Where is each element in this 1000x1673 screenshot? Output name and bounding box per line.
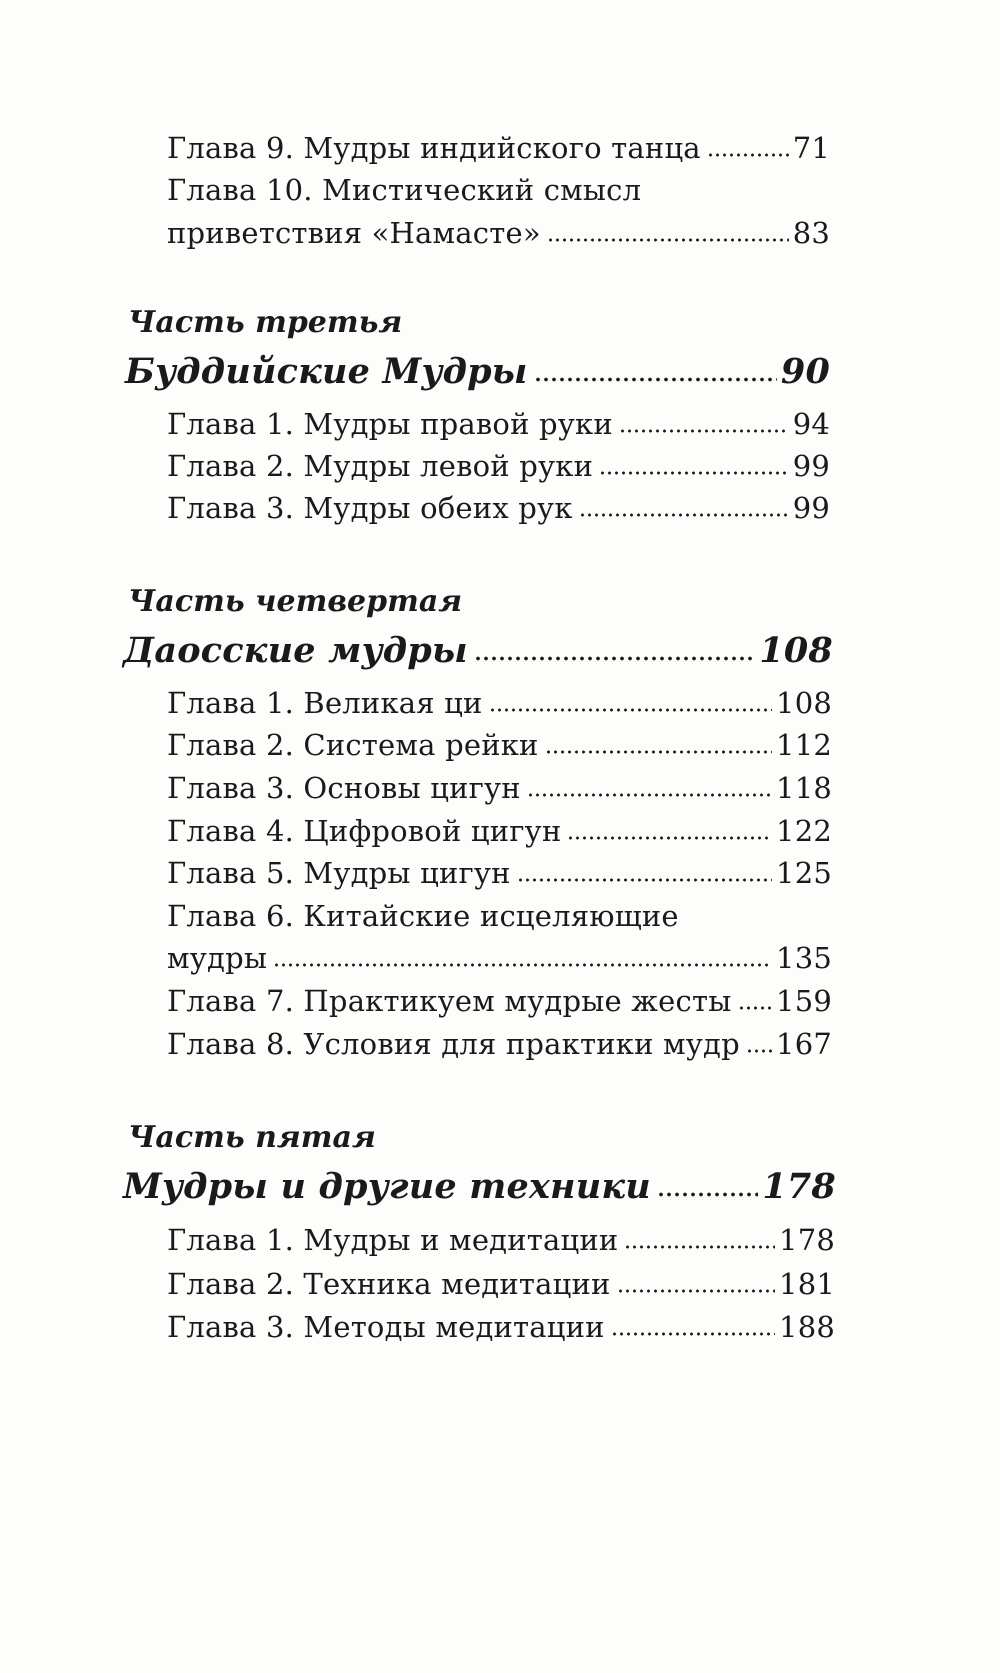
entry-page: 99 [792,449,830,483]
entry-page: 83 [792,216,830,250]
dot-leader [746,1049,772,1053]
entry-page: 71 [792,131,830,165]
part4-title [123,631,833,671]
dot-leader [707,153,789,157]
entry-title: Глава 7. Практикуем мудрые жесты [167,984,732,1018]
dot-leader [579,513,789,517]
dot-leader [624,1245,775,1249]
part-page: 108 [759,630,833,671]
entry-title: Глава 5. Мудры цигун [167,856,511,890]
dot-leader [545,750,772,754]
entry-page: 159 [776,984,832,1018]
dot-leader [474,656,756,661]
entry-title: Глава 1. Мудры и медитации [167,1223,619,1257]
dot-leader [657,1192,758,1197]
entry-page: 125 [776,856,832,890]
dot-leader [517,878,772,882]
entry-title: Глава 3. Методы медитации [167,1310,605,1344]
dot-leader [738,1006,773,1010]
entry-title: Глава 9. Мудры индийского танца [167,131,701,165]
toc-entry-ch6-line2 [167,941,832,975]
part-title-text: Буддийские Мудры [125,351,528,392]
entry-page: 99 [792,491,830,525]
dot-leader [547,238,789,242]
toc-entry-ch6-line1 [167,899,832,933]
toc-entry [167,1267,835,1301]
part3-title [125,352,830,392]
entry-title: Глава 10. Мистический смысл [167,173,642,207]
entry-title: Глава 2. Техника медитации [167,1267,611,1301]
toc-entry [167,728,832,762]
toc-entry [167,449,830,483]
toc-entry [167,686,832,720]
toc-entry [167,856,832,890]
entry-page: 122 [776,814,832,848]
entry-title: Глава 6. Китайские исцеляющие [167,899,679,933]
toc-entry [167,1223,835,1257]
entry-title: Глава 4. Цифровой цигун [167,814,562,848]
part-title-text: Мудры и другие техники [123,1166,651,1207]
entry-page: 108 [776,686,832,720]
toc-entry [167,407,830,441]
toc-entry [167,814,832,848]
entry-title: приветствия «Намасте» [167,216,541,250]
part-page: 90 [780,351,830,392]
toc-entry [167,1027,832,1061]
dot-leader [611,1332,775,1336]
toc-entry [167,771,832,805]
entry-page: 167 [776,1027,832,1061]
dot-leader [599,471,789,475]
dot-leader [273,963,772,967]
part-page: 178 [762,1166,836,1207]
dot-leader [489,708,772,712]
entry-title: Глава 3. Мудры обеих рук [167,491,573,525]
entry-page: 112 [776,728,832,762]
entry-title: Глава 2. Мудры левой руки [167,449,594,483]
entry-page: 94 [792,407,830,441]
entry-page: 181 [779,1267,835,1301]
entry-title: Глава 1. Великая ци [167,686,483,720]
entry-page: 135 [776,941,832,975]
entry-title: Глава 3. Основы цигун [167,771,521,805]
dot-leader [619,429,789,433]
toc-entry-ch9 [167,131,830,165]
toc-entry [167,491,830,525]
dot-leader [567,836,772,840]
toc-entry [167,1310,835,1344]
part5-title [123,1167,836,1207]
part5-label: Часть пятая [128,1120,376,1155]
entry-page: 118 [776,771,832,805]
part-title-text: Даосские мудры [123,630,468,671]
entry-title: Глава 8. Условия для практики мудр [167,1027,740,1061]
dot-leader [527,793,772,797]
entry-title: Глава 2. Система рейки [167,728,539,762]
entry-title: Глава 1. Мудры правой руки [167,407,613,441]
entry-title: мудры [167,941,268,975]
dot-leader [617,1289,776,1293]
toc-entry-ch10-line2 [167,216,830,250]
toc-entry [167,984,832,1018]
entry-page: 178 [779,1223,835,1257]
dot-leader [534,377,777,382]
part3-label: Часть третья [128,305,403,340]
part4-label: Часть четвертая [128,584,463,619]
entry-page: 188 [779,1310,835,1344]
toc-entry-ch10-line1 [167,173,830,207]
